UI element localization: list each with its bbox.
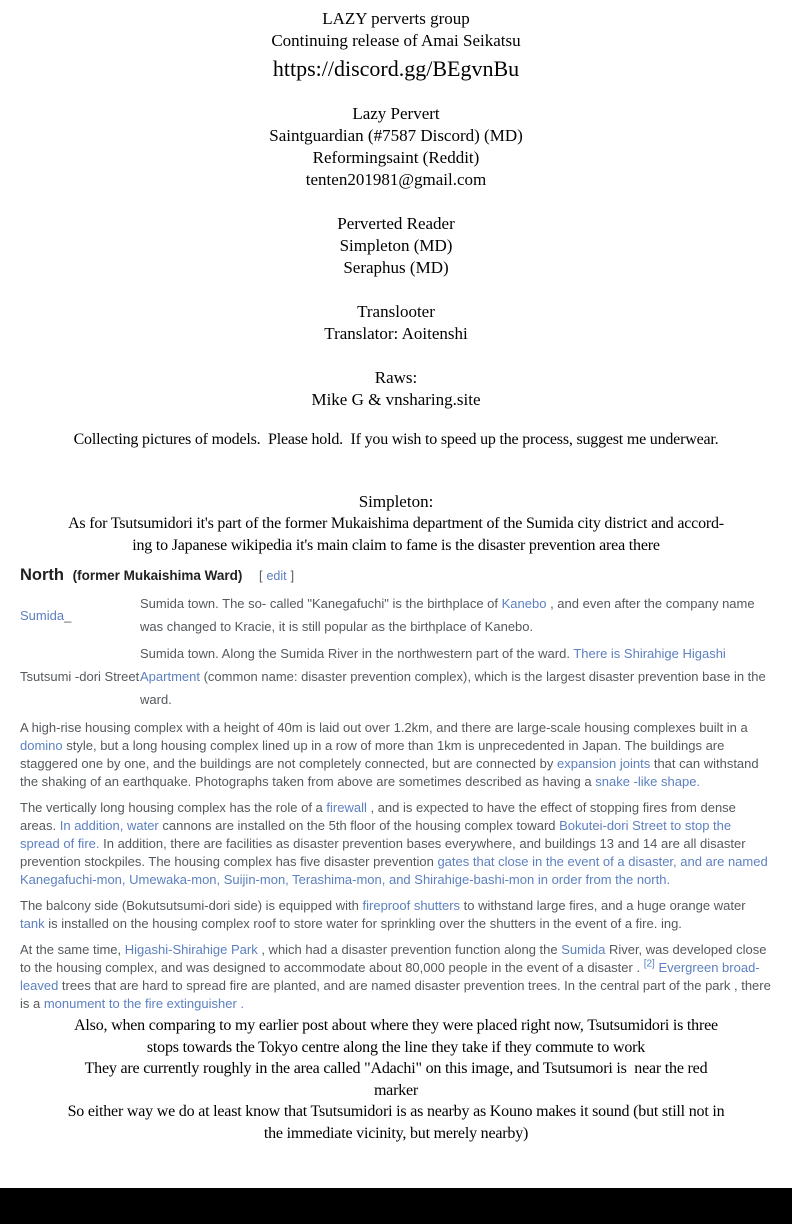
credit-group: [0, 103, 792, 191]
wiki-text: The vertically long housing complex has the role of a: [20, 800, 327, 815]
closing-line: marker: [373, 1081, 419, 1099]
closing-line: Also, when comparing to my earlier post about where they were placed right now, Tsutsumidori is three: [74, 1017, 718, 1034]
closing-line: So either way we do at least know that Tsutsumidori is as nearby as Kouno makes it sound (but still not in: [67, 1103, 725, 1120]
group-name: LAZY perverts group: [322, 9, 470, 28]
wiki-table-row: [20, 592, 772, 638]
wiki-paragraph: [20, 719, 772, 791]
wiki-section-heading: [20, 563, 772, 588]
wiki-text: (common name: disaster prevention complex), which is the largest disaster prevention base in the ward.: [140, 669, 766, 707]
wiki-link[interactable]: Bokutei-dori Street to stop the spread of fire.: [20, 818, 732, 851]
wiki-table: [20, 592, 772, 711]
credit-role-title: Raws:: [374, 368, 418, 387]
release-subtitle: Continuing release of Amai Seikatsu: [271, 31, 521, 50]
wiki-row-content: [140, 642, 772, 711]
wiki-link[interactable]: firewall: [326, 800, 367, 815]
closing-line: stops towards the Tokyo centre along the line they take if they commute to work: [146, 1038, 646, 1056]
wiki-link[interactable]: tank: [20, 916, 45, 931]
wiki-link[interactable]: monument to the fire extinguisher .: [43, 996, 245, 1011]
wikipedia-excerpt: [0, 563, 792, 1013]
wiki-text: _: [64, 607, 72, 623]
credit-group: [0, 301, 792, 345]
wiki-link[interactable]: fireproof shutters: [362, 898, 461, 913]
wiki-link[interactable]: Kanebo: [501, 596, 547, 611]
credit-role-title: Lazy Pervert: [352, 104, 440, 123]
credit-member: Translator: Aoitenshi: [324, 324, 468, 343]
wiki-row-label: [20, 592, 140, 638]
discord-invite-link[interactable]: https://discord.gg/BEgvnBu: [272, 56, 520, 81]
closing-line: They are currently roughly in the area called "Adachi" on this image, and Tsutsumori is near the red: [84, 1060, 708, 1077]
edit-link[interactable]: edit: [266, 569, 287, 583]
wiki-text: trees that are hard to spread fire are planted, and are named disaster prevention trees. In the central part of the park , there is a: [20, 978, 771, 1011]
wiki-paragraph: [20, 799, 772, 889]
wiki-text: , and even after the company name was changed to Kracie, it is still popular as the birthplace of Kanebo.: [140, 596, 755, 634]
wiki-text: At the same time,: [20, 942, 125, 957]
commentary-text: [0, 513, 792, 557]
wiki-table-row: [20, 642, 772, 711]
credit-member: Simpleton (MD): [339, 236, 453, 255]
wiki-text: is installed on the housing complex roof to store water for sprinkling over the shutters in the event of a fire. ing.: [44, 916, 682, 931]
wiki-text: In addition, there are facilities as disaster prevention bases everywhere, and buildings 13 and 14 are all disaster prevention stockpiles. The housing complex has five disaster prevention: [20, 836, 746, 869]
reference-superscript: [644, 959, 655, 970]
credit-role-title: Perverted Reader: [337, 214, 455, 233]
wiki-link[interactable]: Higashi-Shirahige Park: [124, 942, 258, 957]
wiki-text: River, was developed close to the housing complex, and was designed to accommodate about 80,000 people in the event of a disaster .: [20, 942, 767, 975]
wiki-paragraph: [20, 941, 772, 1013]
commentary-line: As for Tsutsumidori it's part of the former Mukaishima department of the Sumida city district and accord-: [68, 515, 724, 532]
credit-member: Mike G & vnsharing.site: [311, 390, 481, 409]
speaker-name: Simpleton:: [358, 492, 434, 511]
edit-section: [259, 569, 294, 583]
wiki-link[interactable]: Sumida: [20, 607, 65, 623]
bottom-black-bar: [0, 1188, 792, 1224]
wiki-text: Tsutsumi -dori Street: [20, 669, 140, 684]
wiki-link[interactable]: In addition, water: [59, 818, 159, 833]
wiki-text: , and is expected to have the effect of stopping fires from dense areas.: [20, 800, 736, 833]
wiki-row-label: [20, 642, 140, 711]
credits-groups: [0, 103, 792, 411]
credits-header: [0, 0, 792, 84]
commentary-block: [0, 491, 792, 557]
wiki-text: , which had a disaster prevention function along the: [257, 942, 562, 957]
wiki-text: that can withstand the shaking of an earthquake. Photographs taken from above are sometimes described as having a: [20, 756, 759, 789]
wiki-link[interactable]: gates that close in the event of a disaster, and are named Kanegafuchi-mon, Umewaka-mon, Suijin-mon, Terashima-mon, and Shirahige-bashi-mon in order from the north.: [20, 854, 768, 887]
wiki-link[interactable]: Evergreen broad-leaved: [20, 960, 760, 993]
status-note: Collecting pictures of models. Please hold. If you wish to speed up the process, suggest me underwear.: [73, 431, 719, 448]
credit-role-title: Translooter: [357, 302, 435, 321]
wiki-link[interactable]: [2]: [643, 958, 655, 970]
wiki-text: cannons are installed on the 5th floor of the housing complex toward: [158, 818, 560, 833]
edit-bracket-close: ]: [290, 569, 295, 583]
heading-subtitle: (former Mukaishima Ward): [72, 568, 243, 583]
credit-group: [0, 367, 792, 411]
credit-group: [0, 213, 792, 279]
credit-member: Saintguardian (#7587 Discord) (MD): [269, 126, 523, 145]
closing-commentary: [0, 1015, 792, 1144]
wiki-text: to withstand large fires, and a huge orange water: [460, 898, 746, 913]
wiki-row-content: [140, 592, 772, 638]
credit-member: tenten201981@gmail.com: [305, 170, 487, 189]
wiki-link[interactable]: domino: [20, 738, 63, 753]
wiki-link[interactable]: expansion joints: [556, 756, 651, 771]
credit-member: Reformingsaint (Reddit): [312, 148, 480, 167]
wiki-text: The balcony side (Bokutsutsumi-dori side) is equipped with: [20, 898, 363, 913]
wiki-text: Sumida town. Along the Sumida River in the northwestern part of the ward.: [140, 646, 574, 661]
commentary-line: ing to Japanese wikipedia it's main claim to fame is the disaster prevention area there: [132, 537, 660, 554]
wiki-link[interactable]: There is Shirahige Higashi Apartment: [140, 646, 726, 684]
edit-bracket-open: [: [258, 569, 263, 583]
closing-line: the immediate vicinity, but merely nearby): [263, 1124, 529, 1142]
wiki-link[interactable]: Sumida: [561, 942, 606, 957]
wiki-text: Sumida town. The so- called "Kanegafuchi" is the birthplace of: [140, 596, 502, 611]
heading-title: North: [20, 566, 64, 584]
wiki-text: style, but a long housing complex lined up in a row of more than 1km is unprecedented in Japan. The buildings are staggered one by one, and the buildings are not completely connected, but are connected by: [20, 738, 725, 771]
wiki-link[interactable]: snake -like shape.: [595, 774, 701, 789]
credit-member: Seraphus (MD): [343, 258, 449, 277]
wiki-text: A high-rise housing complex with a height of 40m is laid out over 1.2km, and there are large-scale housing complexes built in a: [20, 720, 748, 735]
wiki-paragraphs: [20, 719, 772, 1013]
wiki-paragraph: [20, 897, 772, 933]
